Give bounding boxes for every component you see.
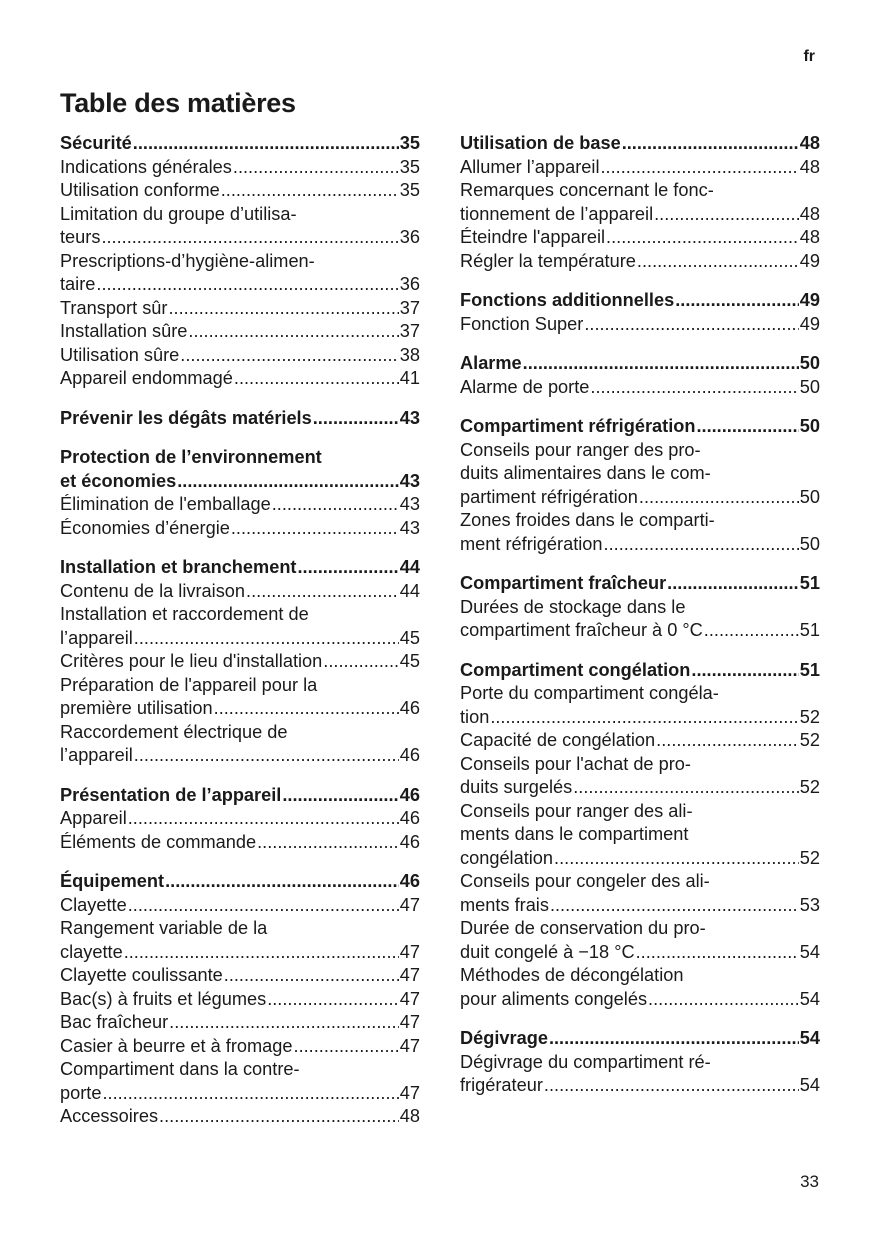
toc-entry[interactable] — [60, 650, 420, 674]
toc-right-column — [460, 132, 820, 1114]
page-ref: 36 — [399, 227, 420, 247]
toc-entry[interactable] — [60, 580, 420, 604]
toc-section-heading[interactable] — [460, 415, 820, 439]
dot-leader — [124, 941, 399, 965]
page-ref: 50 — [799, 353, 820, 373]
toc-entry[interactable] — [60, 988, 420, 1012]
page-ref: 48 — [399, 1106, 420, 1126]
toc-entry[interactable] — [60, 1011, 420, 1035]
page-ref: 43 — [399, 494, 420, 514]
entry-title: tion — [460, 706, 490, 727]
entry-title: Casier à beurre et à fromage — [60, 1035, 293, 1056]
dot-leader — [282, 784, 398, 808]
dot-leader — [168, 297, 398, 321]
entry-title-line: Porte du compartiment congéla- — [460, 683, 719, 703]
page-ref: 52 — [799, 777, 820, 797]
dot-leader — [297, 556, 398, 580]
entry-title: Fonction Super — [460, 313, 584, 334]
page-ref: 44 — [399, 580, 420, 601]
toc-section-heading[interactable] — [460, 132, 820, 156]
entry-title: première utilisation — [60, 698, 213, 718]
page-ref: 51 — [799, 659, 820, 680]
section-title: Compartiment congélation — [460, 659, 691, 680]
page-ref: 46 — [399, 784, 420, 805]
toc-section-heading[interactable] — [60, 132, 420, 156]
entry-title: Bac fraîcheur — [60, 1012, 169, 1032]
section-title: Alarme — [460, 353, 522, 373]
entry-title: Élimination de l'emballage — [60, 494, 271, 514]
entry-title: Régler la température — [460, 250, 636, 271]
dot-leader — [221, 179, 399, 203]
entry-title: ments frais — [460, 894, 549, 915]
toc-section — [460, 289, 820, 336]
entry-title-line: Zones froides dans le comparti- — [460, 510, 715, 530]
entry-title: Économies d’énergie — [60, 517, 230, 538]
section-title: Utilisation de base — [460, 133, 621, 153]
toc-section — [60, 407, 420, 431]
page-ref: 46 — [399, 745, 420, 765]
section-title-line: Protection de l’environnement — [60, 447, 322, 467]
dot-leader — [637, 250, 799, 274]
toc-entry[interactable] — [460, 706, 820, 730]
page-ref: 46 — [399, 698, 420, 718]
dot-leader — [224, 964, 399, 988]
page-ref: 45 — [399, 627, 420, 648]
entry-title: Contenu de la livraison — [60, 580, 246, 601]
entry-title-line: Conseils pour ranger des pro- — [460, 439, 701, 460]
toc-entry[interactable] — [460, 988, 820, 1012]
page-ref: 53 — [799, 894, 820, 915]
page-ref: 48 — [799, 203, 820, 224]
dot-leader — [601, 156, 799, 180]
section-title: Prévenir les dégâts matériels — [60, 407, 312, 428]
page-ref: 47 — [399, 894, 420, 915]
page-ref: 49 — [799, 250, 820, 271]
toc-section — [60, 132, 420, 391]
dot-leader — [636, 941, 799, 965]
entry-title: compartiment fraîcheur à 0 °C — [460, 620, 703, 640]
section-title: Fonctions additionnelles — [460, 290, 675, 310]
page-ref: 47 — [399, 1012, 420, 1032]
page-ref: 45 — [399, 651, 420, 671]
toc-entry[interactable] — [60, 320, 420, 344]
dot-leader — [180, 344, 398, 368]
entry-title-line: Durées de stockage dans le — [460, 596, 686, 617]
section-title: et économies — [60, 470, 177, 491]
page-ref: 54 — [799, 1075, 820, 1095]
page-ref: 51 — [799, 620, 820, 640]
entry-title-line: Conseils pour l'achat de pro- — [460, 753, 691, 774]
entry-title: tionnement de l’appareil — [460, 203, 654, 224]
entry-title: l’appareil — [60, 745, 133, 765]
page-ref: 50 — [799, 533, 820, 554]
page-ref: 54 — [799, 988, 820, 1009]
dot-leader — [96, 273, 398, 297]
entry-title: partiment réfrigération — [460, 486, 638, 507]
page-ref: 52 — [799, 730, 820, 750]
dot-leader — [294, 1035, 399, 1059]
page-ref: 47 — [399, 1035, 420, 1056]
entry-title-line: Raccordement électrique de — [60, 721, 288, 742]
entry-title: Bac(s) à fruits et légumes — [60, 988, 267, 1009]
section-title: Compartiment fraîcheur — [460, 573, 667, 593]
entry-title: Clayette — [60, 894, 127, 915]
dot-leader — [234, 367, 399, 391]
dot-leader — [257, 831, 399, 855]
toc-entry[interactable] — [460, 533, 820, 557]
dot-leader — [573, 776, 799, 800]
language-code: fr — [803, 48, 815, 65]
dot-leader — [159, 1105, 399, 1129]
page-ref: 46 — [399, 871, 420, 891]
toc-entry[interactable] — [60, 744, 420, 768]
dot-leader — [590, 376, 798, 400]
toc-entry[interactable] — [60, 964, 420, 988]
dot-leader — [188, 320, 398, 344]
toc-section — [460, 659, 820, 1012]
dot-leader — [544, 1074, 799, 1098]
page-ref: 47 — [399, 988, 420, 1009]
toc-entry[interactable] — [60, 367, 420, 391]
toc-entry[interactable] — [60, 697, 420, 721]
dot-leader — [233, 156, 399, 180]
toc-entry[interactable] — [60, 831, 420, 855]
dot-leader — [667, 572, 799, 596]
entry-title: Indications générales — [60, 156, 232, 177]
dot-leader — [133, 132, 399, 156]
toc-section-heading[interactable] — [460, 352, 820, 376]
dot-leader — [675, 289, 799, 313]
entry-title-line: Préparation de l'appareil pour la — [60, 674, 318, 695]
toc-section-heading[interactable] — [60, 870, 420, 894]
page-ref: 43 — [399, 407, 420, 428]
page-ref: 35 — [399, 156, 420, 177]
dot-leader — [102, 1082, 398, 1106]
section-title: Équipement — [60, 871, 165, 891]
dot-leader — [622, 132, 799, 156]
page-ref: 54 — [799, 941, 820, 962]
page-ref: 41 — [399, 368, 420, 388]
dot-leader — [272, 493, 399, 517]
entry-title: l’appareil — [60, 627, 133, 648]
entry-title: Utilisation sûre — [60, 344, 180, 365]
dot-leader — [604, 533, 799, 557]
page-ref: 44 — [399, 557, 420, 577]
toc-entry[interactable] — [60, 627, 420, 651]
dot-leader — [177, 470, 399, 494]
toc-section-heading[interactable] — [460, 289, 820, 313]
entry-title: congélation — [460, 847, 554, 868]
dot-leader — [246, 580, 399, 604]
page-ref: 36 — [399, 274, 420, 294]
dot-leader — [231, 517, 399, 541]
toc-entry[interactable] — [60, 1105, 420, 1129]
dot-leader — [704, 619, 799, 643]
entry-title: duit congelé à −18 °C — [460, 941, 635, 962]
entry-title: pour aliments congelés — [460, 988, 648, 1009]
page-ref: 51 — [799, 573, 820, 593]
toc-entry[interactable] — [460, 203, 820, 227]
toc-entry[interactable] — [60, 226, 420, 250]
toc-entry[interactable] — [460, 1074, 820, 1098]
page-ref: 37 — [399, 297, 420, 318]
entry-title: porte — [60, 1082, 102, 1103]
toc-entry[interactable] — [60, 493, 420, 517]
entry-title-line: Méthodes de décongélation — [460, 965, 684, 985]
page-ref: 38 — [399, 344, 420, 365]
entry-title: Capacité de congélation — [460, 730, 656, 750]
page-ref: 54 — [799, 1028, 820, 1048]
toc-entry[interactable] — [460, 226, 820, 250]
toc-section — [60, 446, 420, 540]
toc-entry[interactable] — [460, 250, 820, 274]
toc-section-heading[interactable] — [460, 659, 820, 683]
toc-entry[interactable] — [60, 894, 420, 918]
entry-title: duits surgelés — [460, 777, 573, 797]
entry-title-line: Compartiment dans la contre- — [60, 1059, 300, 1079]
entry-title: Critères pour le lieu d'installation — [60, 651, 323, 671]
toc-entry[interactable] — [460, 847, 820, 871]
toc-section — [60, 556, 420, 768]
entry-title: Appareil — [60, 808, 127, 828]
entry-title: Installation sûre — [60, 321, 188, 341]
toc-section-heading[interactable] — [60, 784, 420, 808]
page-ref: 37 — [399, 321, 420, 341]
entry-title: Accessoires — [60, 1106, 159, 1126]
section-title: Installation et branchement — [60, 557, 297, 577]
toc-section-heading[interactable] — [60, 470, 420, 494]
toc-section-heading[interactable] — [60, 556, 420, 580]
toc-entry[interactable] — [60, 179, 420, 203]
section-title: Dégivrage — [460, 1028, 548, 1048]
page-ref: 50 — [799, 486, 820, 507]
entry-title-line: Dégivrage du compartiment ré- — [460, 1051, 711, 1072]
section-title: Sécurité — [60, 133, 132, 153]
dot-leader — [323, 650, 398, 674]
dot-leader — [550, 894, 799, 918]
page-ref: 50 — [799, 376, 820, 397]
dot-leader — [214, 697, 399, 721]
entry-title-line: Conseils pour ranger des ali- — [460, 800, 693, 821]
dot-leader — [128, 894, 399, 918]
toc-entry[interactable] — [460, 486, 820, 510]
toc-section-heading[interactable] — [460, 572, 820, 596]
toc-entry[interactable] — [460, 729, 820, 753]
dot-leader — [639, 486, 799, 510]
page-ref: 43 — [399, 517, 420, 538]
page-ref: 50 — [799, 416, 820, 436]
toc-left-column — [60, 132, 420, 1145]
entry-title: Éteindre l'appareil — [460, 227, 606, 247]
entry-title: frigérateur — [460, 1075, 543, 1095]
toc-entry[interactable] — [460, 619, 820, 643]
page-ref: 47 — [399, 1082, 420, 1103]
entry-title-line: Limitation du groupe d’utilisa- — [60, 203, 297, 224]
toc-section — [460, 1027, 820, 1098]
dot-leader — [128, 807, 399, 831]
toc-section-heading[interactable] — [460, 1027, 820, 1051]
dot-leader — [648, 988, 799, 1012]
dot-leader — [169, 1011, 399, 1035]
entry-title-line: duits alimentaires dans le com- — [460, 463, 711, 483]
toc-entry[interactable] — [60, 344, 420, 368]
dot-leader — [549, 1027, 799, 1051]
toc-entry[interactable] — [460, 376, 820, 400]
toc-entry[interactable] — [460, 894, 820, 918]
page-ref: 46 — [399, 808, 420, 828]
entry-title: Alarme de porte — [460, 376, 590, 397]
entry-title: ment réfrigération — [460, 533, 603, 554]
entry-title-line: Durée de conservation du pro- — [460, 918, 706, 938]
entry-title-line: Remarques concernant le fonc- — [460, 180, 714, 200]
dot-leader — [554, 847, 799, 871]
entry-title: Allumer l’appareil — [460, 156, 600, 177]
section-title: Compartiment réfrigération — [460, 416, 696, 436]
entry-title: Utilisation conforme — [60, 180, 220, 200]
toc-section — [60, 784, 420, 855]
toc-entry[interactable] — [60, 807, 420, 831]
toc-section — [460, 352, 820, 399]
toc-section — [460, 415, 820, 556]
entry-title-line: ments dans le compartiment — [460, 824, 689, 844]
entry-title: Éléments de commande — [60, 831, 257, 852]
dot-leader — [656, 729, 799, 753]
dot-leader — [490, 706, 798, 730]
page-ref: 35 — [399, 180, 420, 200]
page-title: Table des matières — [60, 88, 296, 118]
entry-title: Clayette coulissante — [60, 965, 223, 985]
toc-entry[interactable] — [60, 1035, 420, 1059]
page-ref: 47 — [399, 941, 420, 962]
dot-leader — [584, 313, 798, 337]
page-ref: 35 — [399, 133, 420, 153]
dot-leader — [691, 659, 798, 683]
page-ref: 47 — [399, 965, 420, 985]
toc-entry[interactable] — [60, 517, 420, 541]
entry-title-line: Installation et raccordement de — [60, 604, 309, 624]
page-ref: 48 — [799, 227, 820, 247]
toc-section — [460, 132, 820, 273]
page-ref: 49 — [799, 313, 820, 334]
toc-section — [460, 572, 820, 643]
dot-leader — [696, 415, 798, 439]
page-ref: 52 — [799, 847, 820, 868]
toc-entry[interactable] — [460, 313, 820, 337]
page-ref: 46 — [399, 831, 420, 852]
toc-entry[interactable] — [60, 273, 420, 297]
dot-leader — [654, 203, 799, 227]
dot-leader — [101, 226, 398, 250]
dot-leader — [165, 870, 399, 894]
page-ref: 52 — [799, 706, 820, 727]
dot-leader — [267, 988, 399, 1012]
toc-entry[interactable] — [60, 297, 420, 321]
page-ref: 49 — [799, 290, 820, 310]
entry-title: Appareil endommagé — [60, 368, 233, 388]
entry-title-line: Prescriptions-d’hygiène-alimen- — [60, 250, 315, 271]
toc-entry[interactable] — [460, 776, 820, 800]
entry-title: teurs — [60, 227, 101, 247]
page-ref: 43 — [399, 470, 420, 491]
dot-leader — [523, 352, 799, 376]
toc-section — [60, 870, 420, 1129]
entry-title: taire — [60, 274, 96, 294]
toc-entry[interactable] — [460, 156, 820, 180]
toc-section-heading[interactable] — [60, 407, 420, 431]
toc-entry[interactable] — [60, 941, 420, 965]
toc-entry[interactable] — [460, 941, 820, 965]
entry-title-line: Rangement variable de la — [60, 918, 268, 938]
dot-leader — [134, 627, 399, 651]
entry-title: clayette — [60, 941, 123, 962]
entry-title-line: Conseils pour congeler des ali- — [460, 871, 710, 891]
dot-leader — [134, 744, 399, 768]
section-title: Présentation de l’appareil — [60, 784, 282, 805]
dot-leader — [606, 226, 799, 250]
toc-entry[interactable] — [60, 1082, 420, 1106]
entry-title: Transport sûr — [60, 297, 168, 318]
dot-leader — [313, 407, 399, 431]
page-number: 33 — [800, 1172, 819, 1191]
toc-entry[interactable] — [60, 156, 420, 180]
page-ref: 48 — [799, 156, 820, 177]
page-ref: 48 — [799, 133, 820, 153]
